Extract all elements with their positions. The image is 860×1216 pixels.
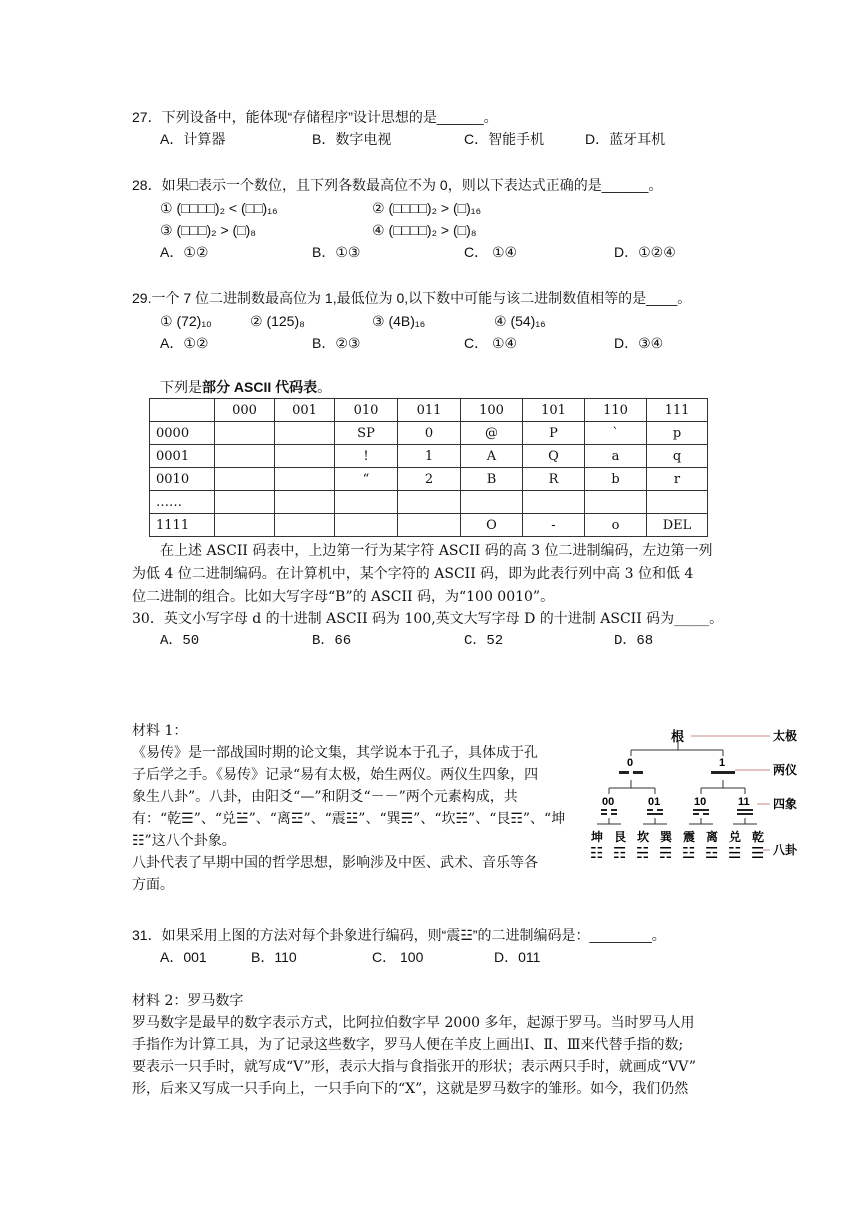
ascii-header-cell: 100 bbox=[461, 399, 523, 422]
q30-option-d: D．68 bbox=[614, 633, 654, 649]
four-symbols-icon bbox=[601, 809, 753, 815]
q31-option-c: C． 100 bbox=[372, 949, 424, 965]
table-cell bbox=[215, 491, 275, 514]
table-cell bbox=[335, 514, 398, 537]
material1-line: ☷”这八个卦象。 bbox=[132, 833, 236, 849]
q27-stem: 27．下列设备中，能体现“存储程序”设计思想的是______。 bbox=[132, 109, 498, 125]
ascii-header-cell: 101 bbox=[523, 399, 585, 422]
table-row bbox=[150, 422, 708, 445]
yang-line-icon bbox=[711, 771, 735, 774]
q27-option-c: C．智能手机 bbox=[464, 131, 545, 147]
bagua-level1-0: 0 bbox=[627, 757, 634, 769]
table-cell bbox=[215, 468, 275, 491]
material1-line: 象生八卦”。八卦，由阳爻“—”和阴爻“－－”两个元素构成，共 bbox=[132, 789, 518, 805]
trigram-symbol-icon: ☳ bbox=[682, 845, 696, 862]
bagua-level2-01: 01 bbox=[648, 796, 661, 808]
q27-option-a: A．计算器 bbox=[160, 131, 226, 147]
q29-option-d: D．③④ bbox=[614, 335, 664, 351]
table-cell: 0001 bbox=[150, 445, 215, 468]
trigram-name: 乾 bbox=[752, 830, 765, 844]
ascii-header-cell: 011 bbox=[398, 399, 461, 422]
table-cell: A bbox=[461, 445, 523, 468]
table-cell bbox=[275, 491, 335, 514]
q28-item-4: ④ (□□□□)₂ > (□)₈ bbox=[372, 222, 477, 238]
table-cell bbox=[523, 491, 585, 514]
table-row bbox=[150, 514, 708, 537]
material2-line: 要表示一只手时，就写成“V”形，表示大指与食指张开的形状；表示两只手时，就画成“VV” bbox=[132, 1059, 696, 1075]
q28-item-1: ① (□□□□)₂ < (□□)₁₆ bbox=[160, 200, 278, 216]
trigram-name: 离 bbox=[706, 830, 719, 844]
q31-stem: 31．如果采用上图的方法对每个卦象进行编码，则“震☳”的二进制编码是：________。 bbox=[132, 927, 666, 943]
table-cell: B bbox=[461, 468, 523, 491]
table-cell: “ bbox=[335, 468, 398, 491]
trigram-name: 震 bbox=[683, 830, 696, 844]
q31-option-d: D．011 bbox=[494, 949, 541, 965]
ascii-header-cell: 001 bbox=[275, 399, 335, 422]
q29-item-4: ④ (54)₁₆ bbox=[494, 313, 546, 329]
material1-line: 有：“乾☰”、“兑☱”、“离☲”、“震☳”、“巽☴”、“坎☵”、“艮☶”、“坤 bbox=[132, 811, 566, 827]
ascii-intro-bold: 部分 ASCII 代码表 bbox=[202, 379, 318, 395]
table-cell: 0 bbox=[398, 422, 461, 445]
trigram-symbol-icon: ☵ bbox=[636, 845, 650, 862]
material1-line: 《易传》是一部战国时期的论文集，其学说本于孔子，具体成于孔 bbox=[132, 745, 538, 761]
material2-line: 形，后来又写成一只手向上，一只手向下的“X”，这就是罗马数字的雏形。如今，我们仍然 bbox=[132, 1081, 689, 1097]
ascii-header-cell: 110 bbox=[585, 399, 647, 422]
q29-item-1: ① (72)₁₀ bbox=[160, 313, 212, 329]
q28-option-b: B．①③ bbox=[312, 244, 361, 260]
ascii-header-row bbox=[150, 399, 708, 422]
table-cell bbox=[215, 514, 275, 537]
table-cell: @ bbox=[461, 422, 523, 445]
trigram-name: 巽 bbox=[660, 830, 673, 844]
ascii-header-cell: 010 bbox=[335, 399, 398, 422]
table-cell: Q bbox=[523, 445, 585, 468]
table-row bbox=[150, 445, 708, 468]
table-cell: R bbox=[523, 468, 585, 491]
table-cell bbox=[647, 491, 708, 514]
table-cell: p bbox=[647, 422, 708, 445]
q29-item-3: ③ (4B)₁₆ bbox=[372, 313, 426, 329]
table-cell: DEL bbox=[647, 514, 708, 537]
bagua-level2-11: 11 bbox=[738, 796, 750, 808]
ascii-explain-line: 在上述 ASCII 码表中，上边第一行为某字符 ASCII 码的高 3 位二进制编码，左边第一列 bbox=[160, 543, 713, 559]
ascii-intro bbox=[160, 378, 331, 397]
q27-option-d: D．蓝牙耳机 bbox=[585, 131, 666, 147]
q28-stem: 28．如果□表示一个数位，且下列各数最高位不为 0，则以下表达式正确的是______。 bbox=[132, 177, 663, 193]
material2-line: 罗马数字是最早的数字表示方式，比阿拉伯数字早 2000 多年，起源于罗马。当时罗马人用 bbox=[132, 1015, 695, 1031]
material1-line: 子后学之手。《易传》记录“易有太极，始生两仪。两仪生四象，四 bbox=[132, 767, 539, 783]
q28-option-a: A．①② bbox=[160, 244, 209, 260]
table-cell: …… bbox=[150, 491, 215, 514]
table-cell: SP bbox=[335, 422, 398, 445]
bagua-root: 根 bbox=[671, 729, 685, 744]
table-cell bbox=[275, 445, 335, 468]
yin-line-icon bbox=[619, 771, 643, 774]
ascii-table bbox=[149, 398, 708, 537]
q28-option-c: C． ①④ bbox=[464, 244, 518, 260]
ascii-intro-prefix: 下列是 bbox=[160, 380, 202, 396]
bagua-level2-10: 10 bbox=[694, 796, 707, 808]
table-cell bbox=[215, 445, 275, 468]
trigram-symbol-icon: ☱ bbox=[728, 845, 742, 862]
table-cell bbox=[275, 422, 335, 445]
q30-stem: 30．英文小写字母 d 的十进制 ASCII 码为 100,英文大写字母 D 的十进制 ASCII 码为_____。 bbox=[132, 611, 724, 627]
label-liangyi: 两仪 bbox=[773, 763, 798, 777]
label-sixiang: 四象 bbox=[773, 797, 798, 811]
trigram-symbol-icon: ☲ bbox=[705, 845, 719, 862]
trigram-symbol-icon: ☴ bbox=[659, 845, 673, 862]
material2-line: 手指作为计算工具，为了记录这些数字，罗马人便在羊皮上画出Ⅰ、Ⅱ、Ⅲ来代替手指的数; bbox=[132, 1037, 684, 1053]
table-cell: r bbox=[647, 468, 708, 491]
q28-item-3: ③ (□□□)₂ > (□)₈ bbox=[160, 222, 257, 238]
q30-option-b: B．66 bbox=[312, 633, 352, 649]
table-cell bbox=[275, 468, 335, 491]
table-cell: - bbox=[523, 514, 585, 537]
label-taiji: 太极 bbox=[773, 729, 798, 743]
table-cell: P bbox=[523, 422, 585, 445]
material1-title: 材料 1： bbox=[132, 723, 188, 739]
ascii-header-cell bbox=[150, 399, 215, 422]
ascii-explain-line: 为低 4 位二进制编码。在计算机中，某个字符的 ASCII 码，即为此表行列中高 3 位和低 4 bbox=[132, 566, 694, 582]
trigram-name: 兑 bbox=[729, 830, 742, 844]
table-row bbox=[150, 491, 708, 514]
q30-option-c: C．52 bbox=[464, 633, 504, 649]
table-cell: o bbox=[585, 514, 647, 537]
q29-item-2: ② (125)₈ bbox=[250, 313, 305, 329]
q28-item-2: ② (□□□□)₂ > (□)₁₆ bbox=[372, 200, 482, 216]
table-cell bbox=[215, 422, 275, 445]
table-cell: a bbox=[585, 445, 647, 468]
q31-option-b: B．110 bbox=[251, 949, 297, 965]
q30-option-a: A．50 bbox=[160, 633, 200, 649]
table-cell: 1111 bbox=[150, 514, 215, 537]
trigram-symbol-icon: ☶ bbox=[613, 845, 627, 862]
table-cell bbox=[335, 491, 398, 514]
table-cell: O bbox=[461, 514, 523, 537]
table-cell: q bbox=[647, 445, 708, 468]
bagua-tree-diagram bbox=[585, 722, 815, 872]
trigram-name: 坤 bbox=[591, 830, 604, 844]
label-bagua: 八卦 bbox=[773, 843, 798, 857]
table-cell: b bbox=[585, 468, 647, 491]
ascii-header-cell: 000 bbox=[215, 399, 275, 422]
material1-line: 方面。 bbox=[132, 877, 174, 893]
table-cell: 0000 bbox=[150, 422, 215, 445]
table-cell: ! bbox=[335, 445, 398, 468]
trigram-symbol-icon: ☰ bbox=[751, 845, 765, 862]
material1-line: 八卦代表了早期中国的哲学思想，影响涉及中医、武术、音乐等各 bbox=[132, 855, 538, 871]
q29-option-a: A．①② bbox=[160, 335, 209, 351]
material2-title: 材料 2：罗马数字 bbox=[132, 993, 244, 1009]
q31-option-a: A．001 bbox=[160, 949, 207, 965]
table-cell: 1 bbox=[398, 445, 461, 468]
trigram-name: 坎 bbox=[637, 830, 650, 844]
table-cell bbox=[398, 514, 461, 537]
ascii-intro-suffix: 。 bbox=[317, 380, 332, 396]
q28-option-d: D．①②④ bbox=[614, 244, 676, 260]
table-cell: 0010 bbox=[150, 468, 215, 491]
q29-option-c: C． ①④ bbox=[464, 335, 518, 351]
ascii-header-cell: 111 bbox=[647, 399, 708, 422]
q29-stem: 29.一个 7 位二进制数最高位为 1,最低位为 0,以下数中可能与该二进制数值相等的是____。 bbox=[132, 290, 692, 306]
q27-option-b: B．数字电视 bbox=[312, 131, 392, 147]
trigram-symbol-icon: ☷ bbox=[590, 845, 604, 862]
table-cell bbox=[461, 491, 523, 514]
table-row bbox=[150, 468, 708, 491]
bagua-level2-00: 00 bbox=[602, 796, 615, 808]
table-cell bbox=[398, 491, 461, 514]
ascii-explain-line: 位二进制的组合。比如大写字母“B”的 ASCII 码，为“100 0010”。 bbox=[132, 589, 555, 605]
trigram-name: 艮 bbox=[614, 830, 627, 844]
table-cell: 2 bbox=[398, 468, 461, 491]
table-cell bbox=[275, 514, 335, 537]
q29-option-b: B．②③ bbox=[312, 335, 361, 351]
table-cell bbox=[585, 491, 647, 514]
table-cell: ` bbox=[585, 422, 647, 445]
bagua-level1-1: 1 bbox=[719, 757, 726, 769]
